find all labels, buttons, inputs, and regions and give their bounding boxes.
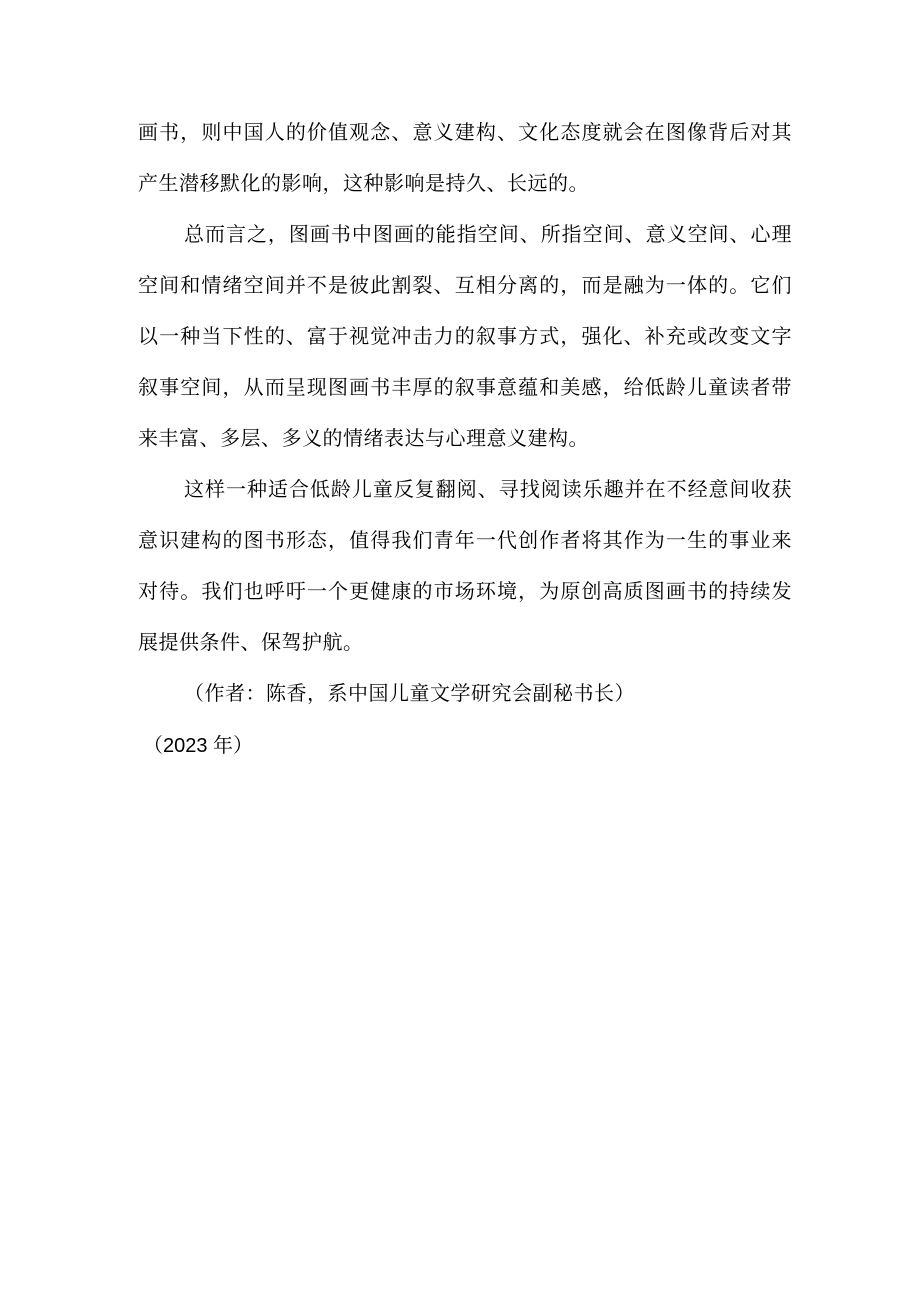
paragraph-conclusion: 这样一种适合低龄儿童反复翻阅、寻找阅读乐趣并在不经意间收获意识建构的图书形态，值得我们青年一代创作者将其作为一生的事业来对待。我们也呼吁一个更健康的市场环境，为原创高质图画书的持续发展提供条件、保驾护航。: [138, 477, 792, 654]
paragraph-summary: 总而言之，图画书中图画的能指空间、所指空间、意义空间、心理空间和情绪空间并不是彼此割裂、互相分离的，而是融为一体的。它们以一种当下性的、富于视觉冲击力的叙事方式，强化、补充或改变文字叙事空间，从而呈现图画书丰厚的叙事意蕴和美感，给低龄儿童读者带来丰富、多层、多义的情绪表达与心理意义建构。: [138, 222, 792, 450]
paragraph-continuation: 画书，则中国人的价值观念、意义建构、文化态度就会在图像背后对其产生潜移默化的影响，这种影响是持久、长远的。: [138, 120, 792, 195]
year-line: （2023 年）: [143, 735, 254, 757]
author-line: （作者：陈香，系中国儿童文学研究会副秘书长）: [184, 681, 635, 705]
